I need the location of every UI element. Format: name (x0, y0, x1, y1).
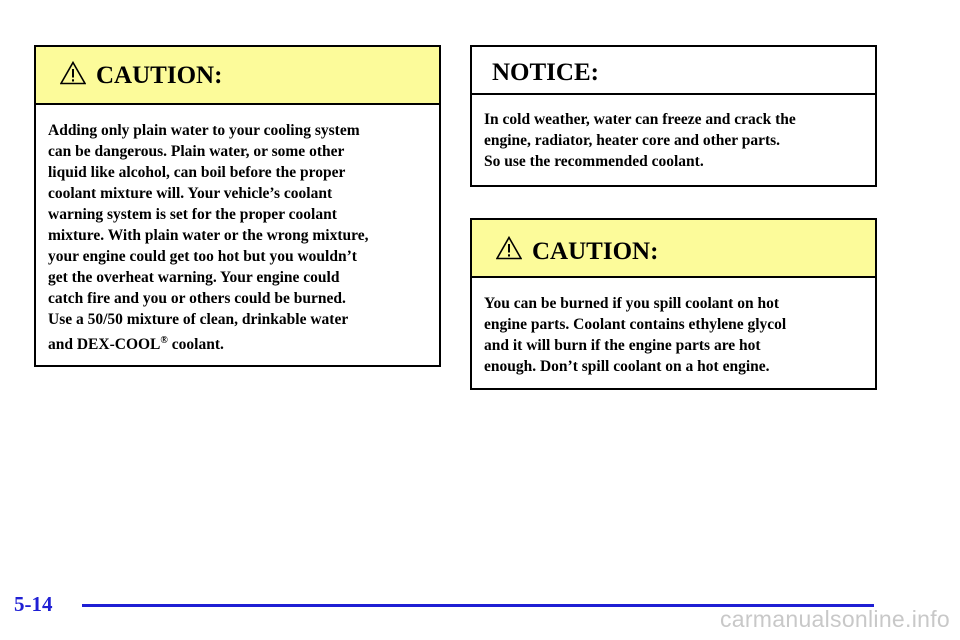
dexcool-text: and DEX-COOL (48, 336, 161, 353)
caution-line: warning system is set for the proper coolant (48, 206, 337, 223)
watermark: carmanualsonline.info (719, 606, 950, 632)
caution-line: You can be burned if you spill coolant on hot (484, 295, 779, 312)
notice-line: In cold weather, water can freeze and crack the (484, 111, 796, 128)
caution-box-cooling (34, 45, 441, 367)
coolant-text: coolant. (167, 336, 224, 353)
caution-line: engine parts. Coolant contains ethylene glycol (484, 316, 787, 333)
caution-line: your engine could get too hot but you wouldn’t (48, 248, 357, 265)
caution-title: CAUTION: (96, 62, 223, 89)
caution-line: get the overheat warning. Your engine could (48, 269, 340, 286)
caution-title: CAUTION: (532, 238, 659, 265)
registered-mark: ® (160, 335, 168, 346)
notice-line: engine, radiator, heater core and other parts. (484, 132, 781, 149)
caution-line: can be dangerous. Plain water, or some other (48, 143, 345, 160)
notice-title: NOTICE: (492, 59, 599, 86)
caution-line: liquid like alcohol, can boil before the proper (48, 164, 346, 181)
notice-body (484, 109, 865, 172)
caution-line: Use a 50/50 mixture of clean, drinkable water (48, 311, 349, 328)
caution-line: catch fire and you or others could be burned. (48, 290, 346, 307)
notice-header (472, 47, 875, 95)
caution-line: and it will burn if the engine parts are hot (484, 337, 761, 354)
notice-line: So use the recommended coolant. (484, 153, 704, 170)
caution-body (48, 120, 429, 355)
caution-line: coolant mixture will. Your vehicle’s coolant (48, 185, 333, 202)
caution-line-last (48, 330, 429, 355)
caution-header (36, 47, 439, 105)
caution-body (484, 293, 865, 377)
page-number: 5-14 (14, 592, 53, 616)
caution-line: enough. Don’t spill coolant on a hot engine. (484, 358, 770, 375)
caution-line: Adding only plain water to your cooling system (48, 122, 360, 139)
caution-box-burn (470, 218, 877, 390)
caution-line: mixture. With plain water or the wrong mixture, (48, 227, 369, 244)
caution-header (472, 220, 875, 278)
warning-triangle-icon (496, 236, 522, 260)
warning-triangle-icon (60, 61, 86, 85)
notice-box (470, 45, 877, 187)
